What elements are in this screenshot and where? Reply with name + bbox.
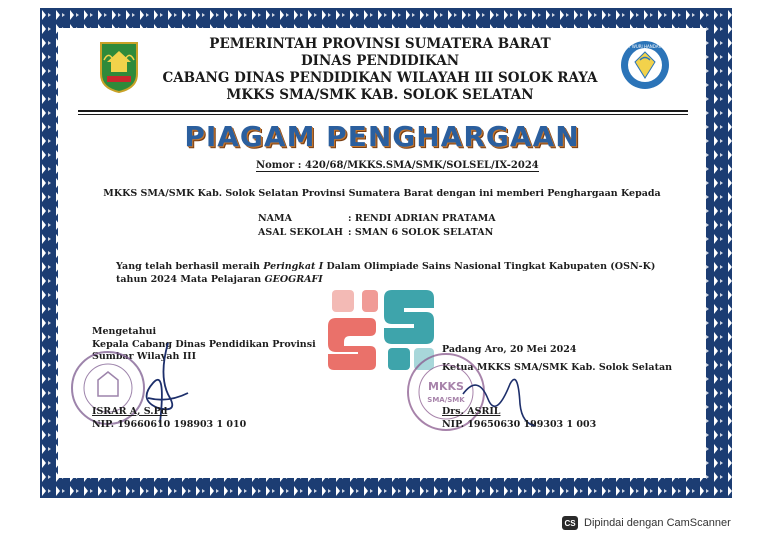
letterhead-line-1: PEMERINTAH PROVINSI SUMATERA BARAT — [209, 36, 551, 52]
letterhead — [152, 36, 608, 104]
letterhead-rule — [78, 110, 688, 112]
left-signature-line-2: Kepala Cabang Dinas Pendidikan Provinsi — [92, 338, 316, 350]
name-value: : RENDI ADRIAN PRATAMA — [348, 213, 496, 224]
left-signatory — [92, 406, 246, 431]
camscanner-footer — [562, 512, 731, 534]
right-signatory-nip: NIP. 19650630 199303 1 003 — [442, 418, 597, 430]
achievement-rank: Peringkat I — [263, 261, 324, 272]
left-signature-line-3: Sumbar Wilayah III — [92, 351, 197, 362]
certificate-paper — [58, 28, 706, 478]
right-signatory-name: Drs. ASRIL — [442, 406, 501, 417]
achievement-subject: GEOGRAFI — [264, 274, 323, 285]
intro-text: MKKS SMA/SMK Kab. Solok Selatan Provinsi Sumatera Barat dengan ini memberi Penghargaan Kepada — [103, 188, 661, 199]
certificate-title: PIAGAM PENGHARGAAN — [184, 120, 580, 153]
letterhead-line-3: CABANG DINAS PENDIDIKAN WILAYAH III SOLOK RAYA — [162, 70, 598, 86]
name-label: NAMA — [258, 213, 292, 224]
achievement-text-part-1: Yang telah berhasil meraih — [116, 261, 264, 272]
camscanner-label: Dipindai dengan CamScanner — [584, 517, 731, 529]
left-signatory-nip: NIP. 19660610 198903 1 010 — [92, 418, 247, 430]
camscanner-logo-icon: CS — [562, 516, 578, 530]
stamp-text-2: SMA/SMK — [427, 396, 465, 404]
school-label: ASAL SEKOLAH — [258, 227, 343, 238]
west-sumatra-emblem-icon — [98, 40, 140, 94]
left-signatory-name: ISRAR A, S.Pd — [92, 406, 168, 417]
right-signature-date: Padang Aro, 20 Mei 2024 — [442, 344, 577, 355]
right-signature-role: Ketua MKKS SMA/SMK Kab. Solok Selatan — [442, 362, 673, 373]
emblem-motto: TUT WURI HANDAYANI — [622, 44, 668, 49]
achievement-text — [116, 260, 676, 286]
achievement-text-part-2: Dalam Olimpiade Sains Nasional Tingkat Kabupaten (OSN-K) tahun 2024 Mata Pelajaran — [116, 261, 656, 285]
letterhead-line-2: DINAS PENDIDIKAN — [300, 53, 460, 69]
left-signature-line-1: Mengetahui — [92, 326, 157, 337]
tut-wuri-handayani-emblem-icon — [620, 40, 670, 90]
letterhead-rule-thin — [78, 114, 688, 115]
right-signatory — [442, 406, 596, 431]
stamp-text-1: MKKS — [428, 380, 464, 393]
school-value: : SMAN 6 SOLOK SELATAN — [348, 227, 494, 238]
letterhead-line-4: MKKS SMA/SMK KAB. SOLOK SELATAN — [226, 87, 534, 103]
certificate-number: Nomor : 420/68/MKKS.SMA/SMK/SOLSEL/IX-2024 — [256, 160, 539, 171]
